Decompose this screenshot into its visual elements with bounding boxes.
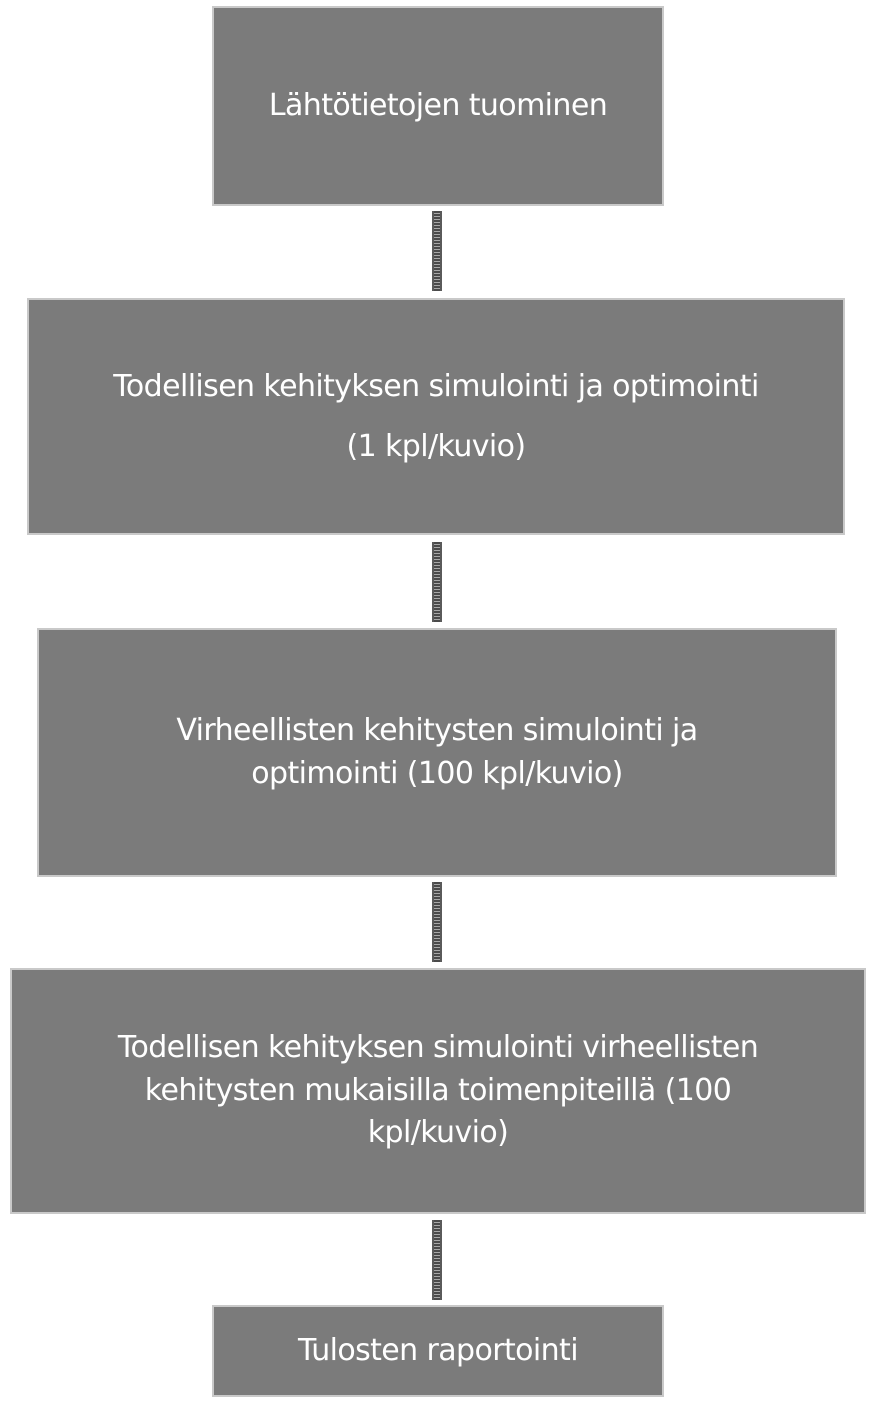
flow-step-4-line-3: kpl/kuvio) (367, 1115, 509, 1151)
flow-step-3-line-2: optimointi (100 kpl/kuvio) (251, 755, 623, 791)
connector-4-5 (432, 1220, 442, 1300)
flow-step-1-line-1: Lähtötietojen tuominen (268, 87, 608, 123)
flow-step-2 (27, 298, 845, 535)
flow-step-1 (212, 6, 664, 206)
flow-step-2-line-1: Todellisen kehityksen simulointi ja optimointi (113, 368, 759, 404)
flow-step-5-line-1: Tulosten raportointi (298, 1332, 578, 1368)
flow-step-5 (212, 1305, 664, 1397)
connector-3-4 (432, 882, 442, 962)
flow-step-4 (10, 968, 866, 1214)
flow-step-4-line-2: kehitysten mukaisilla toimenpiteillä (100 (144, 1072, 732, 1108)
flow-step-3 (37, 628, 837, 877)
flow-step-4-text (118, 1027, 758, 1155)
flow-step-4-line-1: Todellisen kehityksen simulointi virheellisten (117, 1030, 759, 1066)
flow-step-3-line-1: Virheellisten kehitysten simulointi ja (176, 712, 698, 748)
flow-step-3-text (176, 710, 697, 795)
flow-step-2-text (113, 357, 758, 477)
flow-step-5-text (298, 1330, 578, 1373)
flow-step-1-text (269, 85, 607, 128)
connector-2-3 (432, 542, 442, 622)
connector-1-2 (432, 211, 442, 291)
flow-step-2-line-2: (1 kpl/kuvio) (346, 428, 526, 464)
